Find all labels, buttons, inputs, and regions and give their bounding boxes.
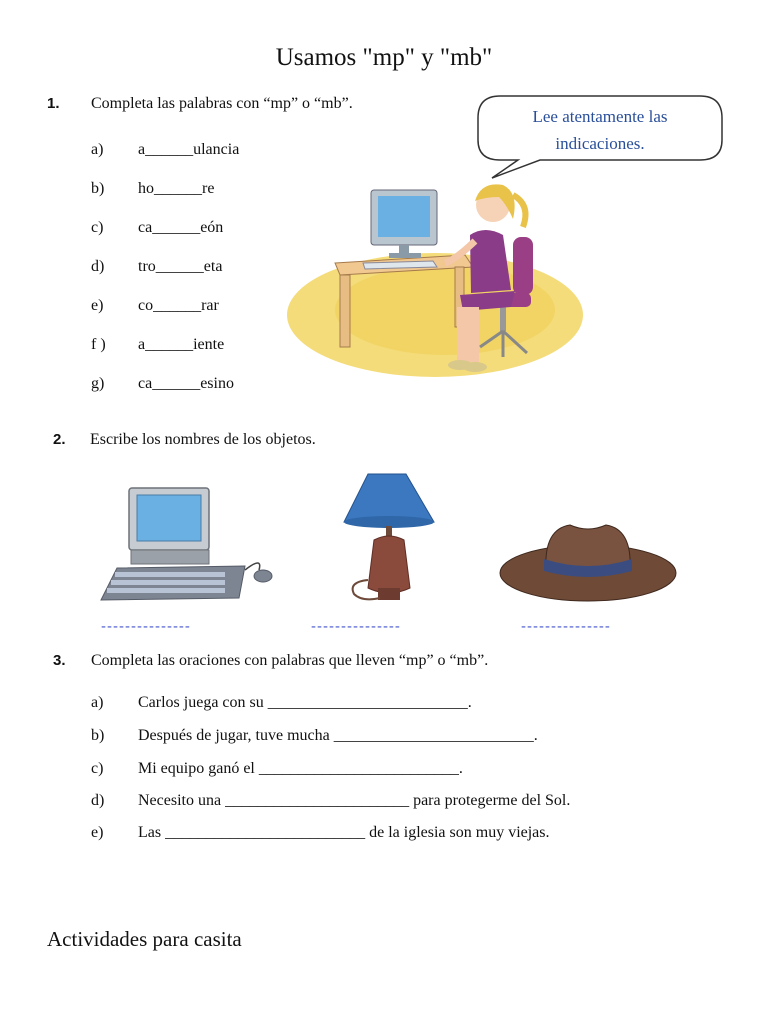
bubble-text xyxy=(480,103,720,157)
section3-instruction: Completa las oraciones con palabras que lleven “mp” o “mb”. xyxy=(91,652,489,669)
bubble-line-1: Lee atentamente las xyxy=(532,107,668,126)
hat-icon xyxy=(498,515,678,605)
list-item: e) Las _________________________ de la iglesia son muy viejas. xyxy=(91,824,550,841)
list-item: a) a______ulancia xyxy=(91,141,240,158)
list-item: c) Mi equipo ganó el _________________________. xyxy=(91,760,463,777)
list-item: f ) a______iente xyxy=(91,336,225,353)
list-item: d) tro______eta xyxy=(91,258,223,275)
list-item: a) Carlos juega con su _________________________. xyxy=(91,694,472,711)
section3-number: 3. xyxy=(53,652,66,669)
list-item: d) Necesito una _______________________ para protegerme del Sol. xyxy=(91,792,571,809)
answer-blank-1[interactable]: --------------- xyxy=(101,618,191,635)
list-item: e) co______rar xyxy=(91,297,219,314)
page-title: Usamos "mp" y "mb" xyxy=(275,44,493,71)
computer-icon xyxy=(95,484,275,606)
list-item: b) ho______re xyxy=(91,180,215,197)
section1-number: 1. xyxy=(47,95,60,112)
bubble-line-2: indicaciones. xyxy=(555,134,645,153)
girl-at-computer-illustration xyxy=(285,175,585,385)
list-item: g) ca______esino xyxy=(91,375,234,392)
list-item: b) Después de jugar, tuve mucha _________________________. xyxy=(91,727,538,744)
answer-blank-2[interactable]: --------------- xyxy=(311,618,401,635)
section2-instruction: Escribe los nombres de los objetos. xyxy=(90,431,316,448)
section2-number: 2. xyxy=(53,431,66,448)
section1-instruction: Completa las palabras con “mp” o “mb”. xyxy=(91,95,353,112)
footer-text: Actividades para casita xyxy=(47,927,242,951)
answer-blank-3[interactable]: --------------- xyxy=(521,618,611,635)
list-item: c) ca______eón xyxy=(91,219,224,236)
lamp-icon xyxy=(340,470,440,606)
